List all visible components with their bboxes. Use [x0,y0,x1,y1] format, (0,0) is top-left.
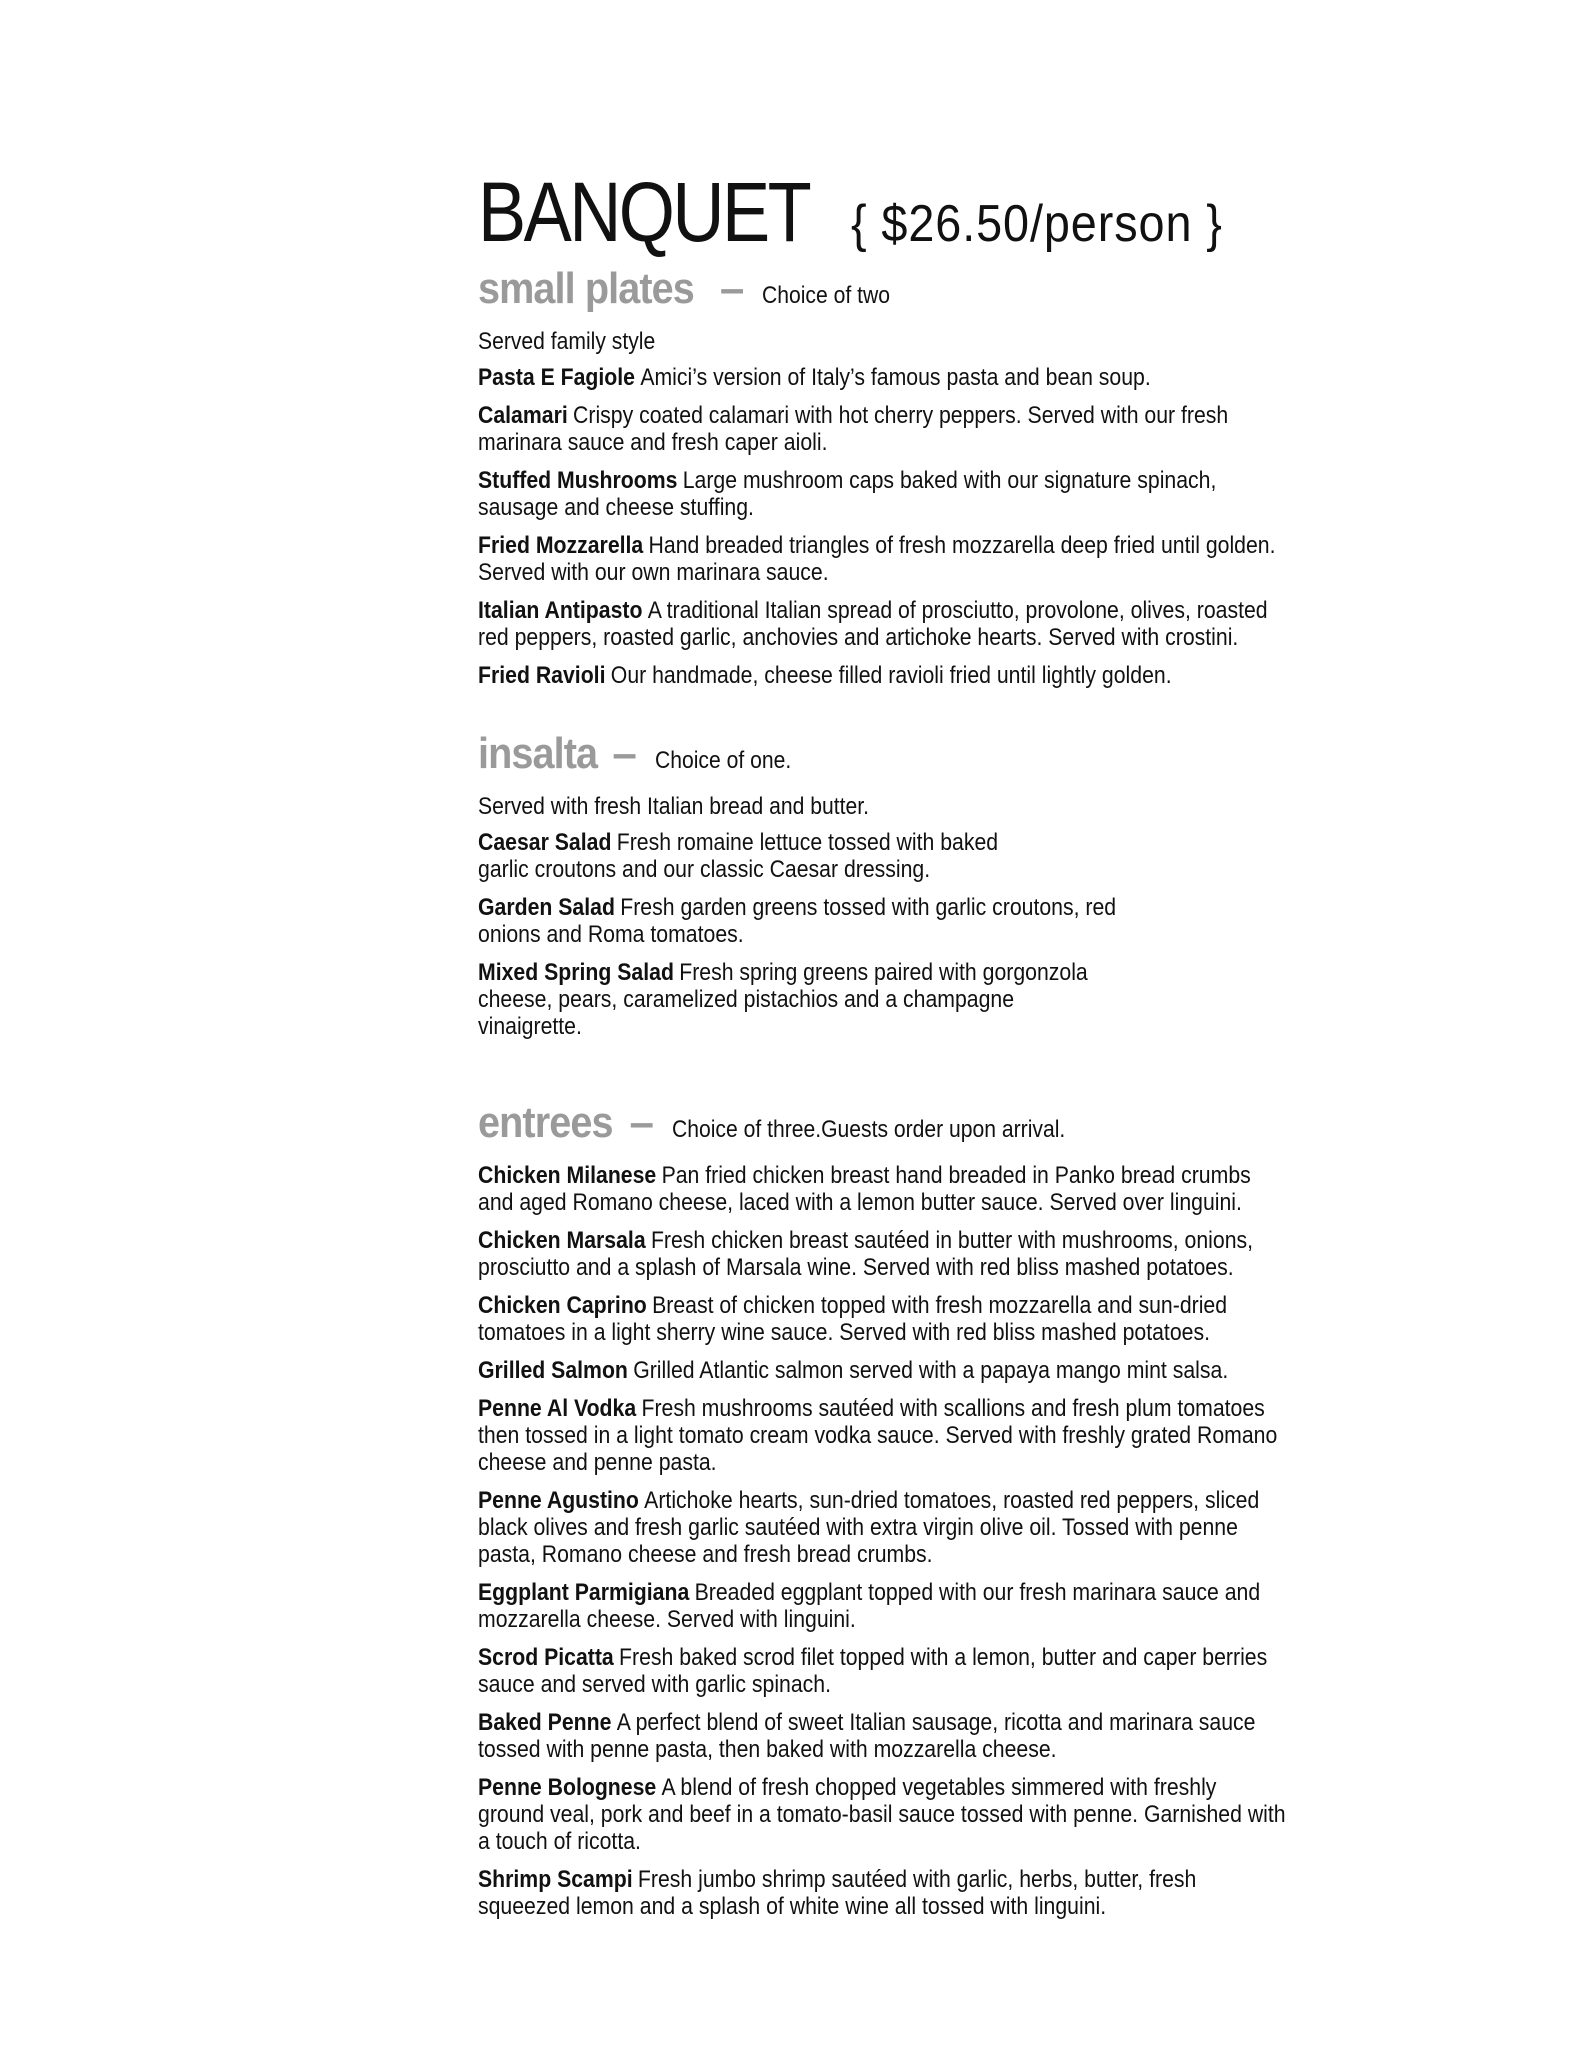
menu-item [478,1357,1288,1384]
menu-item-description: Fresh baked scrod filet topped with a lemon, butter and caper berries sauce and served with garlic spinach. [478,1644,1268,1698]
section-small-plates [478,264,1338,689]
section-note: Choice of one. [654,747,792,774]
menu-item [478,1292,1288,1346]
menu-item [478,1395,1288,1476]
menu-item-list [478,829,1338,1040]
menu-item-name: Fried Mozzarella [478,532,644,559]
menu-item-list [478,1162,1338,1920]
menu-item [478,1709,1288,1763]
section-dash: – [629,1098,655,1147]
menu-item-description: Grilled Atlantic salmon served with a papaya mango mint salsa. [633,1357,1229,1384]
menu-item [478,1162,1288,1216]
section-note: Choice of two [762,282,891,309]
page-title: BANQUET [478,165,810,259]
menu-item-name: Scrod Picatta [478,1644,614,1671]
menu-item-name: Chicken Caprino [478,1292,647,1319]
menu-item [478,894,1151,948]
menu-item-description: Artichoke hearts, sun-dried tomatoes, roasted red peppers, sliced black olives and fresh garlic sautéed with extra virgin olive oil. Tossed with penne pasta, Romano cheese and fresh bread crumbs. [478,1487,1260,1568]
section-title: small plates [478,264,694,313]
menu-item-description: A traditional Italian spread of prosciutto, provolone, olives, roasted red peppers, roasted garlic, anchovies and artichoke hearts. Served with crostini. [478,597,1268,651]
menu-item-description: Fresh chicken breast sautéed in butter with mushrooms, onions, prosciutto and a splash of Marsala wine. Served with red bliss mashed potatoes. [478,1227,1254,1281]
menu-item [478,1227,1288,1281]
menu-item-description: A perfect blend of sweet Italian sausage, ricotta and marinara sauce tossed with penne pasta, then baked with mozzarella cheese. [478,1709,1256,1763]
section-dash: – [612,729,637,778]
menu-item-name: Eggplant Parmigiana [478,1579,690,1606]
menu-item [478,959,1115,1040]
menu-item-description: Pan fried chicken breast hand breaded in Panko bread crumbs and aged Romano cheese, laced with a lemon butter sauce. Served over linguini. [478,1162,1251,1216]
menu-item [478,829,1044,883]
menu-item-description: Fresh spring greens paired with gorgonzola cheese, pears, caramelized pistachios and a champagne vinaigrette. [478,959,1088,1040]
menu-item-description: Fresh garden greens tossed with garlic croutons, red onions and Roma tomatoes. [478,894,1117,948]
menu-item-name: Calamari [478,402,568,429]
section-intro: Served with fresh Italian bread and butter. [478,793,869,820]
menu-item [478,1644,1288,1698]
menu-item-name: Stuffed Mushrooms [478,467,678,494]
menu-item [478,597,1288,651]
section-dash: – [719,264,745,313]
menu-item-description: Hand breaded triangles of fresh mozzarella deep fried until golden. Served with our own marinara sauce. [478,532,1276,586]
menu-item [478,467,1288,521]
section-intro: Served family style [478,328,656,355]
menu-item-description: Crispy coated calamari with hot cherry peppers. Served with our fresh marinara sauce and fresh caper aioli. [478,402,1229,456]
menu-item-description: Breaded eggplant topped with our fresh marinara sauce and mozzarella cheese. Served with linguini. [478,1579,1261,1633]
menu-item-name: Italian Antipasto [478,597,643,624]
menu-item-name: Mixed Spring Salad [478,959,674,986]
menu-item-list [478,364,1338,689]
menu-item-description: Breast of chicken topped with fresh mozzarella and sun-dried tomatoes in a light sherry wine sauce. Served with red bliss mashed potatoes. [478,1292,1228,1346]
menu-item [478,364,1288,391]
menu-item-name: Penne Agustino [478,1487,639,1514]
menu-page [478,165,1338,1931]
price-per-person: { $26.50/person } [851,195,1223,253]
menu-item [478,662,1288,689]
menu-item-name: Garden Salad [478,894,615,921]
section-entrees [478,1098,1338,1920]
menu-item-name: Fried Ravioli [478,662,606,689]
menu-item-name: Penne Bolognese [478,1774,657,1801]
menu-item-description: Our handmade, cheese filled ravioli fried until lightly golden. [610,662,1172,689]
section-title: insalta [478,729,598,778]
section-title: entrees [478,1098,613,1147]
section-heading [478,1098,1338,1148]
menu-item-description: Large mushroom caps baked with our signature spinach, sausage and cheese stuffing. [478,467,1217,521]
menu-item-name: Chicken Milanese [478,1162,657,1189]
menu-item [478,1774,1288,1855]
section-insalta [478,729,1338,1040]
menu-header [478,165,1338,262]
menu-item-name: Pasta E Fagiole [478,364,636,391]
menu-item-description: Amici’s version of Italy’s famous pasta and bean soup. [640,364,1151,391]
menu-item [478,1487,1288,1568]
menu-item-description: Fresh jumbo shrimp sautéed with garlic, herbs, butter, fresh squeezed lemon and a splash of white wine all tossed with linguini. [478,1866,1197,1920]
menu-item [478,1866,1288,1920]
section-heading [478,264,1338,314]
menu-item-name: Caesar Salad [478,829,612,856]
menu-item-description: A blend of fresh chopped vegetables simmered with freshly ground veal, pork and beef in a tomato-basil sauce tossed with penne. Garnished with a touch of ricotta. [478,1774,1286,1855]
menu-item [478,532,1288,586]
menu-item-name: Grilled Salmon [478,1357,628,1384]
menu-item-name: Chicken Marsala [478,1227,646,1254]
menu-item-name: Penne Al Vodka [478,1395,637,1422]
menu-item-name: Shrimp Scampi [478,1866,633,1893]
section-heading [478,729,1338,779]
section-note: Choice of three.Guests order upon arrival. [672,1116,1066,1143]
menu-item-description: Fresh romaine lettuce tossed with baked garlic croutons and our classic Caesar dressing. [478,829,999,883]
menu-item-description: Fresh mushrooms sautéed with scallions and fresh plum tomatoes then tossed in a light tomato cream vodka sauce. Served with freshly grated Romano cheese and penne pasta. [478,1395,1278,1476]
menu-item [478,1579,1288,1633]
menu-item [478,402,1288,456]
menu-item-name: Baked Penne [478,1709,612,1736]
